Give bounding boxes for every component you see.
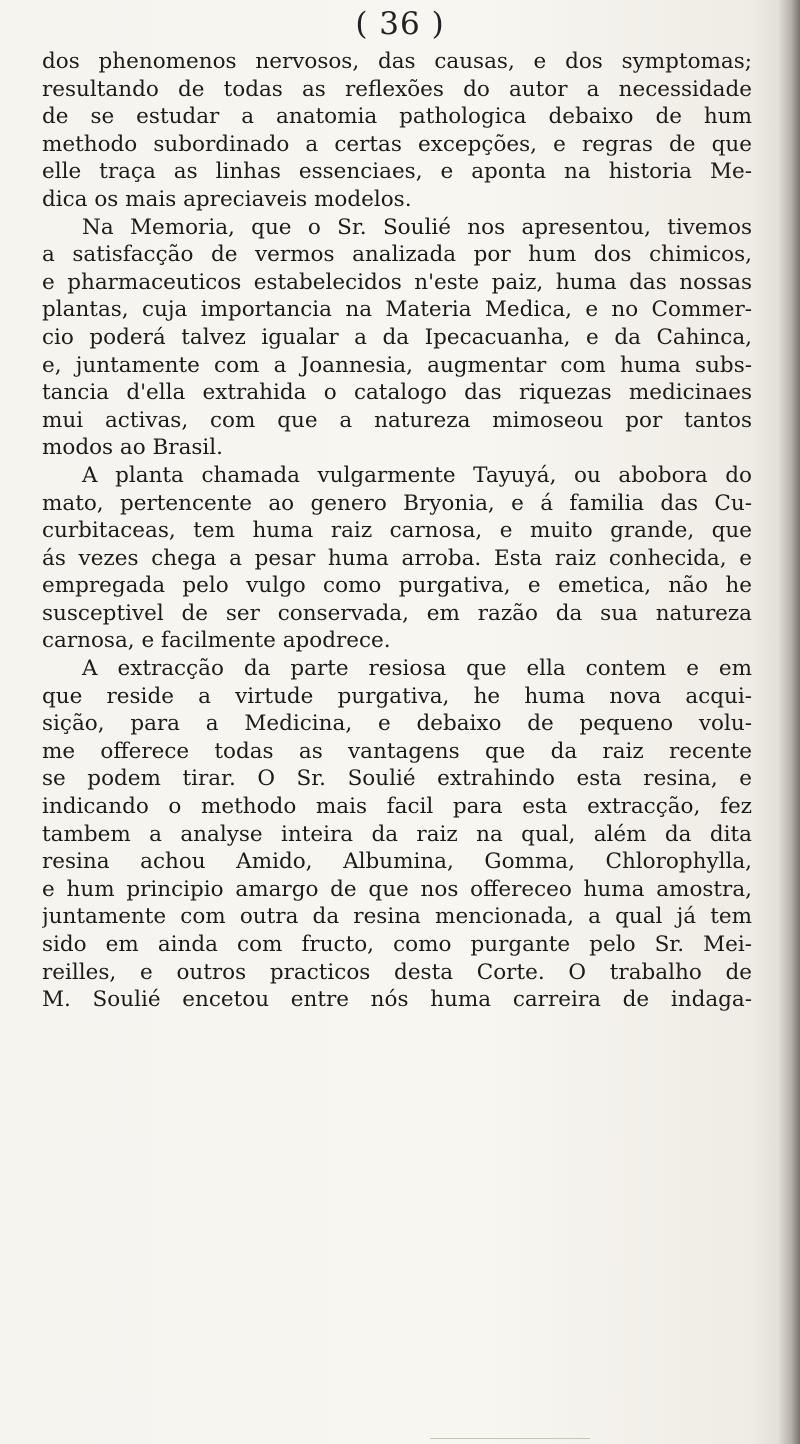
- text-line: sido em ainda com fructo, como purgante pelo Sr. Mei-: [42, 932, 752, 957]
- text-line: mato, pertencente ao genero Bryonia, e á familia das Cu-: [42, 490, 752, 516]
- body-text: [42, 48, 752, 1014]
- text-line: A planta chamada vulgarmente Tayuyá, ou abobora do: [82, 462, 752, 488]
- book-spine-shadow: [778, 0, 800, 1444]
- text-line: a satisfacção de vermos analizada por hum dos chimicos,: [42, 242, 752, 268]
- page-number: ( 36 ): [355, 6, 445, 42]
- text-line: se podem tirar. O Sr. Soulié extrahindo esta resina, e: [42, 766, 752, 792]
- text-line: e hum principio amargo de que nos offereceo huma amostra,: [42, 876, 752, 902]
- text-line: elle traça as linhas essenciaes, e aponta na historia Me-: [42, 159, 752, 185]
- text-line: A extracção da parte resiosa que ella contem e em: [82, 656, 752, 682]
- text-line: methodo subordinado a certas excepções, e regras de que: [42, 131, 752, 157]
- text-line: plantas, cuja importancia na Materia Medica, e no Commer-: [42, 297, 752, 323]
- text-line: que reside a virtude purgativa, he huma nova acqui-: [42, 683, 752, 709]
- text-line: susceptivel de ser conservada, em razão da sua natureza: [42, 600, 752, 626]
- text-line: Na Memoria, que o Sr. Soulié nos apresentou, tivemos: [82, 214, 752, 240]
- text-line: M. Soulié encetou entre nós huma carreira de indaga-: [42, 987, 752, 1013]
- text-line: tambem a analyse inteira da raiz na qual, além da dita: [42, 821, 752, 847]
- text-line: mui activas, com que a natureza mimoseou por tantos: [42, 407, 752, 433]
- text-line: empregada pelo vulgo como purgativa, e emetica, não he: [42, 573, 752, 599]
- text-line: e, juntamente com a Joannesia, augmentar com huma subs-: [42, 352, 752, 378]
- text-line: indicando o methodo mais facil para esta extracção, fez: [42, 794, 752, 820]
- text-line: resultando de todas as reflexões do autor a necessidade: [42, 76, 752, 102]
- text-line: resina achou Amido, Albumina, Gomma, Chlorophylla,: [42, 849, 752, 875]
- text-line: modos ao Brasil.: [42, 435, 224, 461]
- text-line: me offerece todas as vantagens que da raiz recente: [42, 738, 752, 764]
- text-line: carnosa, e facilmente apodrece.: [42, 628, 391, 654]
- text-line: e pharmaceuticos estabelecidos n'este paiz, huma das nossas: [42, 269, 752, 295]
- text-line: tancia d'ella extrahida o catalogo das riquezas medicinaes: [42, 380, 752, 406]
- text-line: dica os mais apreciaveis modelos.: [42, 186, 412, 212]
- text-line: sição, para a Medicina, e debaixo de pequeno volu-: [42, 711, 752, 737]
- page-edge-line: [430, 1438, 590, 1439]
- text-line: cio poderá talvez igualar a da Ipecacuanha, e da Cahinca,: [42, 324, 752, 350]
- text-line: dos phenomenos nervosos, das causas, e dos symptomas;: [42, 49, 752, 74]
- text-line: juntamente com outra da resina mencionada, a qual já tem: [42, 904, 752, 930]
- text-line: curbitaceas, tem huma raiz carnosa, e muito grande, que: [42, 518, 752, 544]
- text-line: de se estudar a anatomia pathologica debaixo de hum: [42, 104, 752, 130]
- text-line: reilles, e outros practicos desta Corte. O trabalho de: [42, 959, 752, 985]
- text-line: ás vezes chega a pesar huma arroba. Esta raiz conhecida, e: [42, 545, 752, 571]
